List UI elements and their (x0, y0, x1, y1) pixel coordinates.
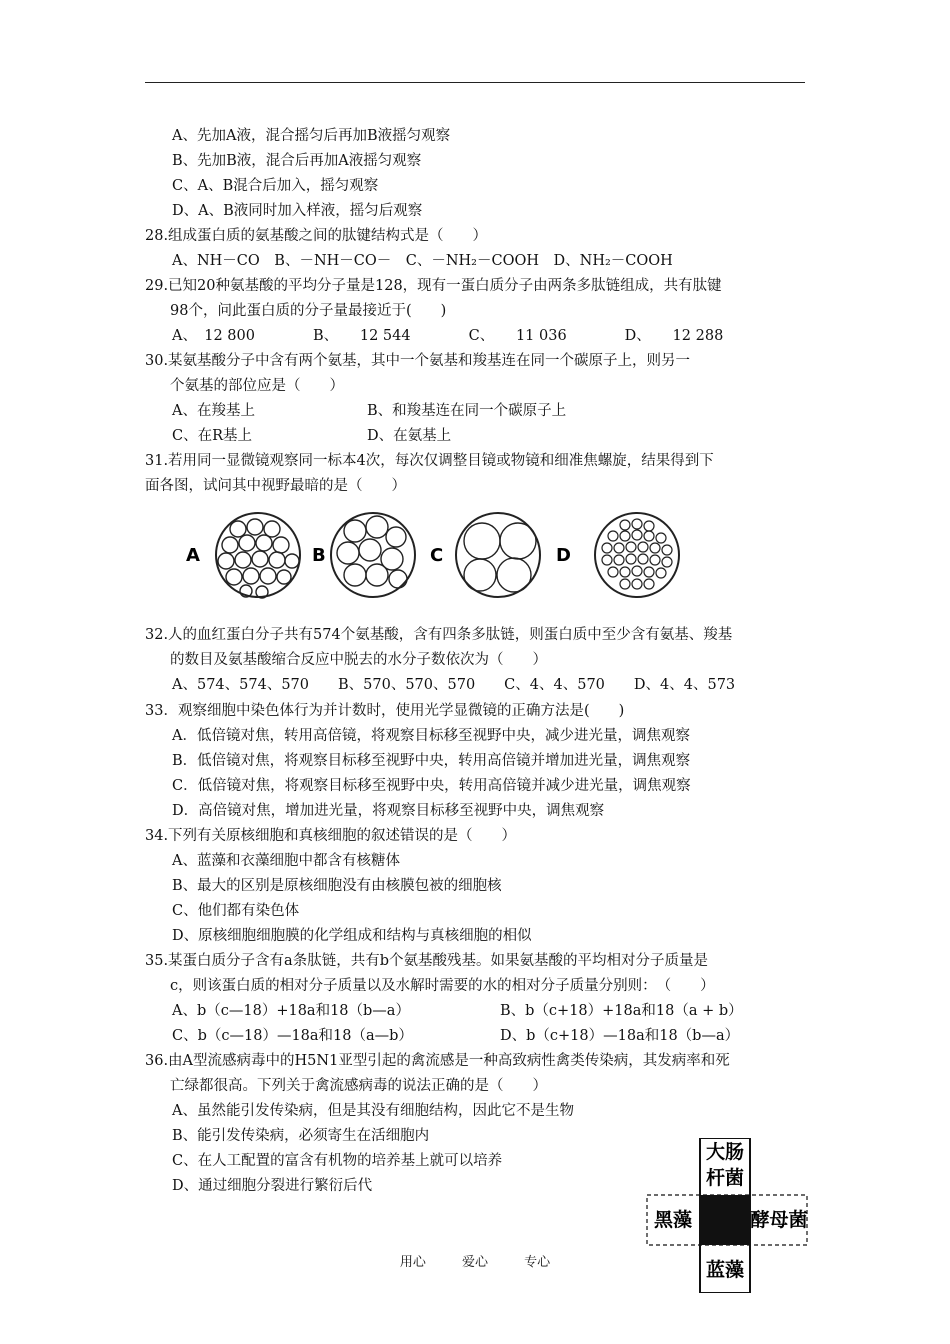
q34-option-b: B、最大的区别是原核细胞没有由核膜包被的细胞核 (172, 878, 502, 894)
q32-stem-line1: 32.人的血红蛋白分子共有574个氨基酸，含有四条多肽链，则蛋白质中至少含有氨基、羧基 (145, 627, 733, 643)
fig-label-b: B (312, 545, 326, 566)
q28-stem: 28.组成蛋白质的氨基酸之间的肽键结构式是（ ） (145, 228, 488, 244)
q36-option-b: B、能引发传染病，必须寄生在活细胞内 (172, 1128, 430, 1144)
q27-option-b: B、先加B液，混合后再加A液摇匀观察 (172, 153, 422, 169)
page-footer (0, 1251, 950, 1270)
q27-option-d: D、A、B液同时加入样液，摇匀后观察 (172, 203, 423, 219)
q30-option-a: A、在羧基上 (172, 403, 255, 419)
q36-option-c: C、在人工配置的富含有机物的培养基上就可以培养 (172, 1153, 503, 1169)
footer-word-3: 专心 (524, 1255, 551, 1270)
q34-option-a: A、蓝藻和衣藻细胞中都含有核糖体 (172, 853, 400, 869)
stamp-left: 黑藻 (653, 1209, 693, 1231)
q31-stem-line2: 面各图，试问其中视野最暗的是（ ） (145, 478, 406, 494)
field-c-cells (464, 523, 536, 592)
q35-option-d: D、b（c+18）—18a和18（b—a） (500, 1028, 740, 1044)
q31-stem-line1: 31.若用同一显微镜观察同一标本4次，每次仅调整目镜或物镜和细准焦螺旋，结果得到下 (145, 453, 714, 469)
q35-option-c: C、b（c—18）—18a和18（a—b） (172, 1028, 413, 1044)
q29-options: A、 12 800 B、 12 544 C、 11 036 D、 12 288 (172, 328, 724, 344)
footer-word-2: 爱心 (461, 1255, 488, 1270)
q33-option-a: A．低倍镜对焦，转用高倍镜，将观察目标移至视野中央，减少进光量，调焦观察 (172, 728, 690, 744)
footer-word-1: 用心 (399, 1255, 426, 1270)
q30-stem-line1: 30.某氨基酸分子中含有两个氨基，其中一个氨基和羧基连在同一个碳原子上，则另一 (145, 353, 691, 369)
q29-stem-line2: 98个，问此蛋白质的分子量最接近于( ) (170, 303, 447, 319)
q34-stem: 34.下列有关原核细胞和真核细胞的叙述错误的是（ ） (145, 828, 517, 844)
q36-option-a: A、虽然能引发传染病，但是其没有细胞结构，因此它不是生物 (172, 1103, 574, 1119)
q30-stem-line2: 个氨基的部位应是（ ） (170, 378, 344, 394)
q35-stem-line1: 35.某蛋白质分子含有a条肽链，共有b个氨基酸残基。如果氨基酸的平均相对分子质量是 (145, 953, 708, 969)
q36-stem-line1: 36.由A型流感病毒中的H5N1亚型引起的禽流感是一种高致病性禽类传染病，其发病率和死 (145, 1053, 730, 1069)
stamp-right: 酵母菌 (750, 1209, 808, 1231)
q33-option-c: C．低倍镜对焦，将观察目标移至视野中央，转用高倍镜并减少进光量，调焦观察 (172, 778, 691, 794)
q28-options: A、NH－CO B、－NH－CO－ C、－NH₂－COOH D、NH₂－COOH (172, 253, 673, 269)
fig-label-d: D (556, 545, 571, 566)
q30-option-d: D、在氨基上 (367, 428, 452, 444)
q36-stem-line2: 亡绿都很高。下列关于禽流感病毒的说法正确的是（ ） (170, 1078, 547, 1094)
q36-option-d: D、通过细胞分裂进行繁衍后代 (172, 1178, 373, 1194)
q27-option-a: A、先加A液，混合摇匀后再加B液摇匀观察 (172, 128, 451, 144)
microscope-fields-figure (180, 505, 700, 605)
q35-option-b: B、b（c+18）+18a和18（a + b） (500, 1003, 743, 1019)
stamp-top-line1: 大肠 (705, 1141, 745, 1163)
stamp-top-line2: 杆菌 (705, 1167, 745, 1189)
fig-label-c: C (430, 545, 444, 566)
q27-option-c: C、A、B混合后加入，摇匀观察 (172, 178, 379, 194)
q30-option-c: C、在R基上 (172, 428, 253, 444)
q34-option-d: D、原核细胞细胞膜的化学组成和结构与真核细胞的相似 (172, 928, 532, 944)
q35-stem-line2: c，则该蛋白质的相对分子质量以及水解时需要的水的相对分子质量分别则： （ ） (170, 978, 715, 994)
field-b-cells (337, 516, 407, 588)
header-rule (145, 82, 805, 83)
q33-option-b: B．低倍镜对焦，将观察目标移至视野中央，转用高倍镜并增加进光量，调焦观察 (172, 753, 691, 769)
q34-option-c: C、他们都有染色体 (172, 903, 300, 919)
q35-option-a: A、b（c—18）+18a和18（b—a） (172, 1003, 410, 1019)
q32-stem-line2: 的数目及氨基酸缩合反应中脱去的水分子数依次为（ ） (170, 652, 547, 668)
q29-stem-line1: 29.已知20种氨基酸的平均分子量是128，现有一蛋白质分子由两条多肽链组成，共有肽键 (145, 278, 722, 294)
fig-label-a: A (186, 545, 200, 566)
q30-option-b: B、和羧基连在同一个碳原子上 (367, 403, 567, 419)
field-d-cells (602, 519, 672, 589)
stamp-bottom: 蓝藻 (705, 1259, 745, 1281)
q33-stem: 33．观察细胞中染色体行为并计数时，使用光学显微镜的正确方法是( ) (145, 703, 625, 719)
q32-options: A、574、574、570 B、570、570、570 C、4、4、570 D、4、4、573 (172, 677, 736, 693)
q33-option-d: D．高倍镜对焦，增加进光量，将观察目标移至视野中央，调焦观察 (172, 803, 605, 819)
